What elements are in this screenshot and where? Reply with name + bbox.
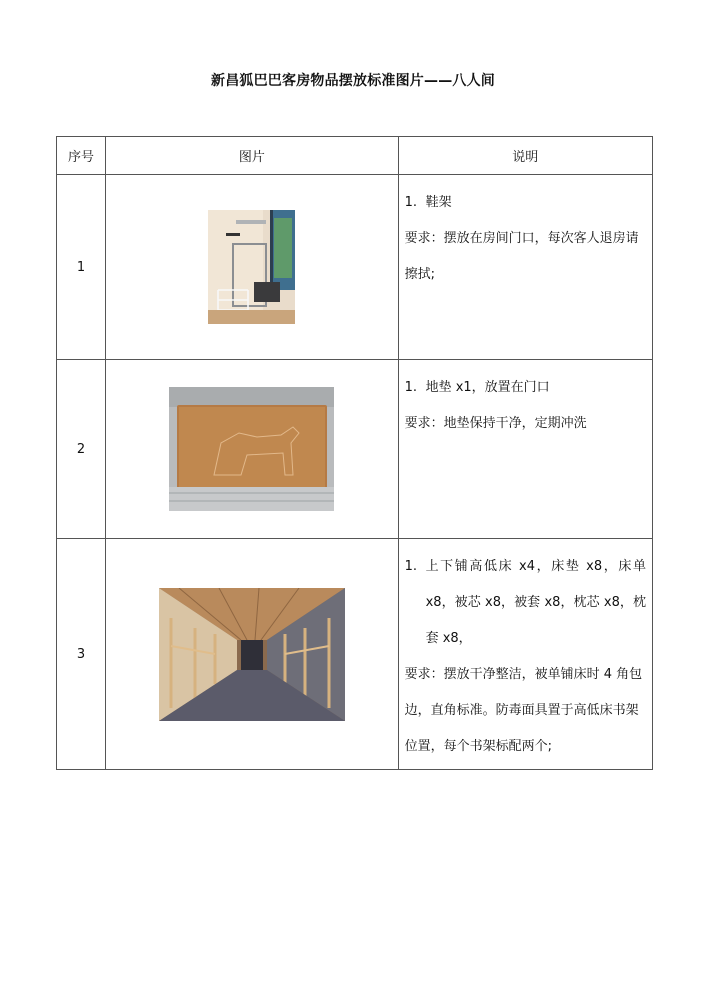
list-item [405,370,646,406]
item-number: 1. [404,559,417,574]
requirement-text: 要求：摆放在房间门口，每次客人退房请擦拭; [404,231,639,282]
requirement-text: 要求：地垫保持干净，定期冲洗 [404,416,587,431]
item-text: 上下铺高低床 x4，床垫 x8，床单 x8，被芯 x8，被套 x8，枕芯 x8，枕套 x8， [425,559,646,646]
photo-cell [106,175,398,360]
item-text: 鞋架 [425,195,452,210]
requirement-text: 要求：摆放干净整洁，被单铺床时 4 角包边，直角标准。防毒面具置于高低床书架位置，每个书架标配两个; [404,667,643,754]
table-row [57,360,653,539]
table-row [57,539,653,770]
header-description: 说明 [398,137,652,175]
header-photo: 图片 [106,137,398,175]
photo-cell [106,539,398,770]
description-cell [398,175,652,360]
item-text: 地垫 x1，放置在门口 [425,380,550,395]
description-cell [398,539,652,770]
document-title: 新昌狐巴巴客房物品摆放标准图片——八人间 [211,73,495,89]
header-index: 序号 [57,137,106,175]
bunk-room-photo [159,588,345,721]
table-row [57,175,653,360]
list-item [405,185,646,221]
standards-table [56,136,653,770]
row-number: 3 [57,539,106,770]
row-number: 2 [57,360,106,539]
photo-cell [106,360,398,539]
doormat-photo [169,387,334,511]
row-number: 1 [57,175,106,360]
item-number: 1. [404,195,417,210]
list-item [405,549,646,657]
shoe-rack-photo [208,210,295,324]
table-header-row [57,137,653,175]
description-cell [398,360,652,539]
item-number: 1. [404,380,417,395]
